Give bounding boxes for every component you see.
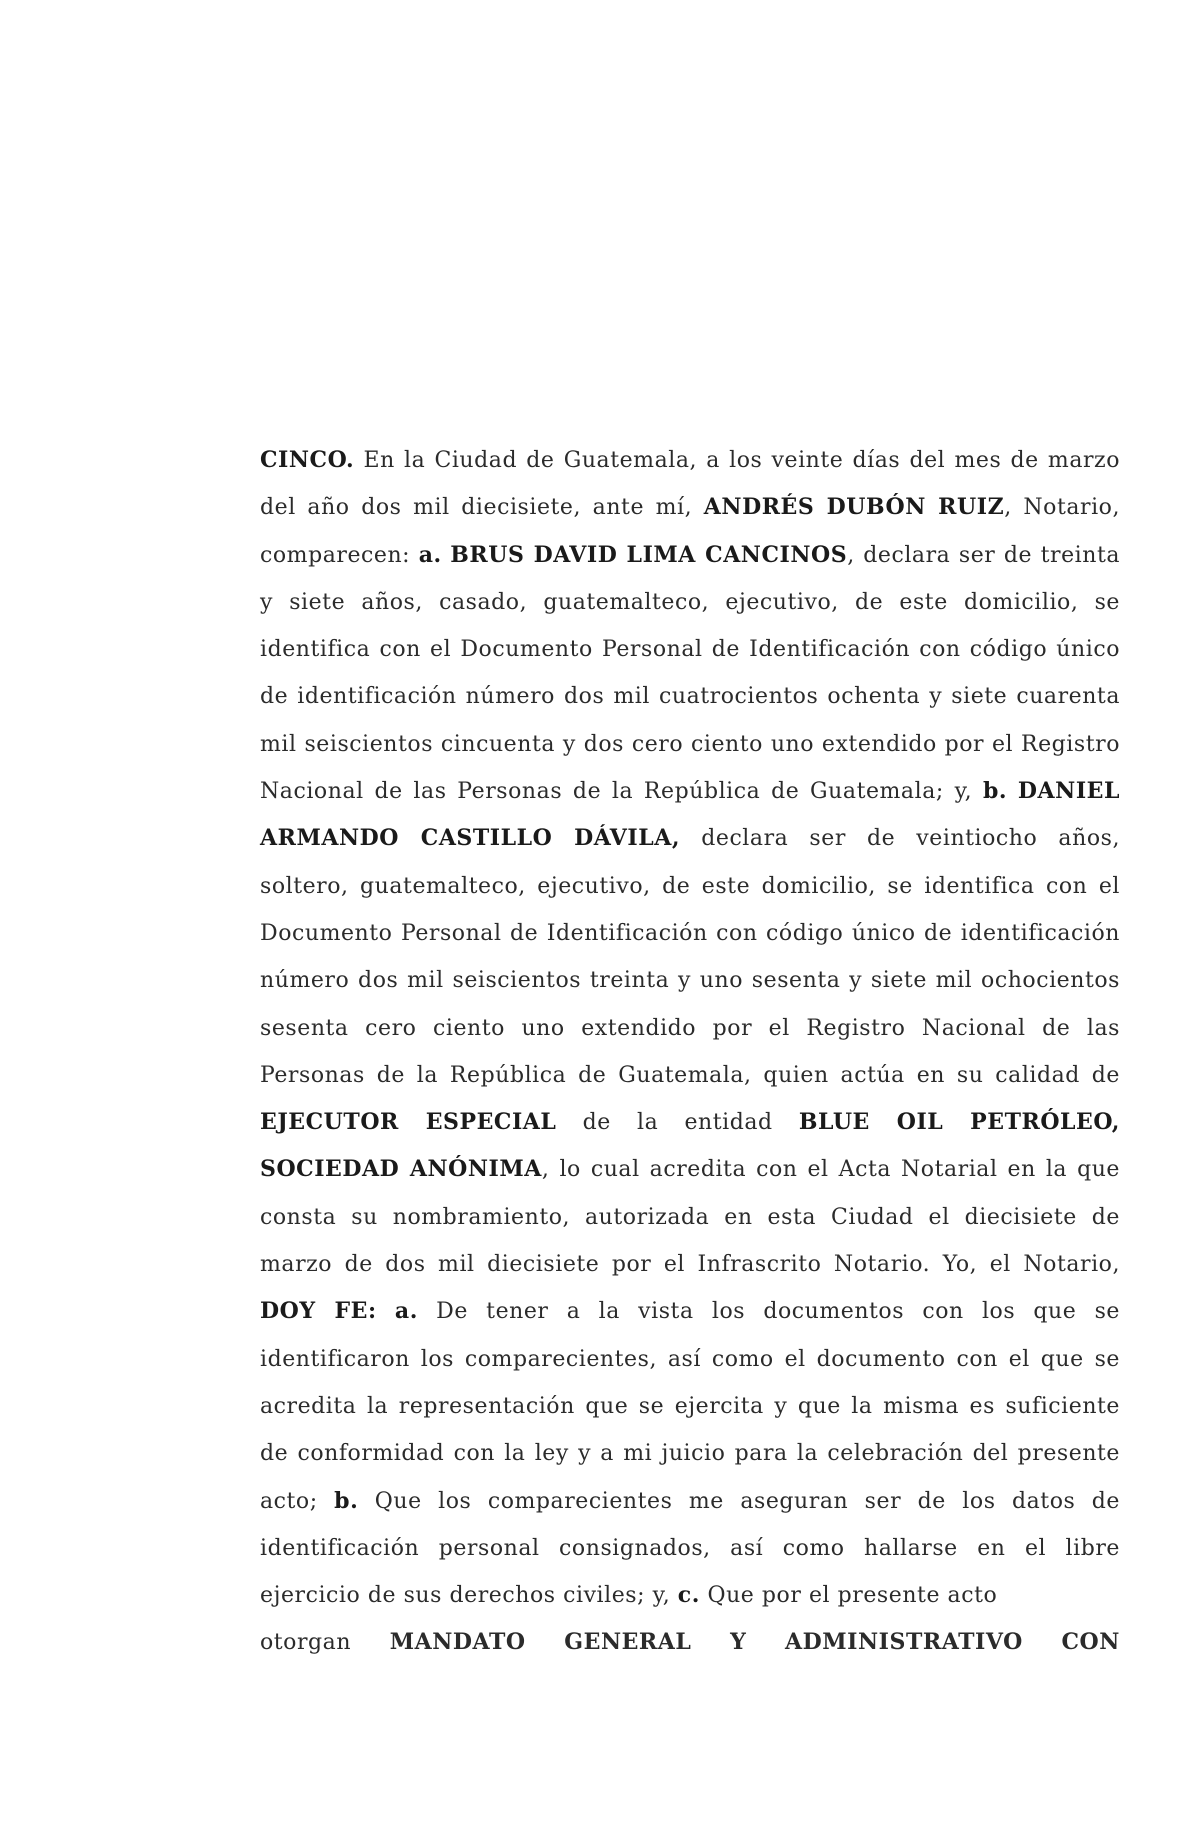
bold-text-run: c. (677, 1582, 700, 1609)
text-run: , Notario, comparecen: (260, 495, 1120, 568)
bold-text-run: a. (418, 541, 442, 568)
text-run (377, 1299, 395, 1324)
bold-text-run: ANDRÉS DUBÓN RUIZ (703, 494, 1005, 521)
text-run (1007, 779, 1018, 804)
text-run: , lo cual acredita con el Acta Notarial en la que consta su nombramiento, autorizada en esta Ciudad el diecisiete de marzo de dos mil diecisiete por el Infrascrito Notario. Yo, el Notario, (260, 1157, 1120, 1278)
text-run: declara ser de veintiocho años, soltero, guatemalteco, ejecutivo, de este domicilio, se identifica con el Documento Personal de Identificación con código único de identificación número dos mil seiscientos treinta y uno sesenta y siete mil ochocientos sesenta cero ciento uno extendido por el Registro Nacional de las Personas de la República de Guatemala, quien actúa en su calidad de (260, 826, 1120, 1088)
last-line-word: ADMINISTRATIVO (785, 1629, 1023, 1656)
notarial-text (260, 437, 1120, 1667)
bold-text-run: CINCO. (260, 447, 355, 473)
last-line-word: CON (1061, 1629, 1120, 1656)
deed-last-line (260, 1619, 1120, 1666)
last-line-word: otorgan (260, 1630, 352, 1656)
bold-text-run: b. (334, 1487, 359, 1514)
text-run: De tener a la vista los documentos con los que se identificaron los comparecientes, así como el documento con el que se acredita la representación que se ejercita y que la misma es suficiente de conformidad con la ley y a mi juicio para la celebración del presente acto; (260, 1299, 1120, 1514)
bold-text-run: DANIEL ARMANDO CASTILLO DÁVILA, (260, 778, 1120, 852)
bold-text-run: EJECUTOR ESPECIAL (260, 1109, 557, 1136)
bold-text-run: a. (394, 1298, 418, 1325)
last-line-word: GENERAL (564, 1629, 692, 1656)
bold-text-run: BRUS DAVID LIMA CANCINOS (450, 541, 848, 568)
text-run: En la Ciudad de Guatemala, a los veinte días del mes de marzo del año dos mil diecisiete, ante mí, (260, 448, 1120, 521)
bold-text-run: b. (982, 778, 1008, 805)
bold-text-run: BLUE OIL PETRÓLEO, SOCIEDAD ANÓNIMA (260, 1109, 1121, 1183)
deed-paragraph (260, 437, 1120, 1619)
text-run: , declara ser de treinta y siete años, casado, guatemalteco, ejecutivo, de este domicilio, se identifica con el Documento Personal de Identificación con código único de identificación número dos mil cuatrocientos ochenta y siete cuarenta mil seiscientos cincuenta y dos cero ciento uno extendido por el Registro Nacional de las Personas de la República de Guatemala; y, (260, 542, 1121, 805)
text-run: Que los comparecientes me aseguran ser de los datos de identificación personal consignados, así como hallarse en el libre ejercicio de sus derechos civiles; y, (260, 1488, 1121, 1609)
bold-text-run: DOY FE: (260, 1298, 377, 1325)
text-run: Que por el presente acto (699, 1583, 998, 1609)
text-run: de la entidad (556, 1110, 799, 1136)
text-run (442, 543, 451, 568)
last-line-word: MANDATO (389, 1629, 526, 1656)
last-line-word: Y (730, 1629, 747, 1656)
